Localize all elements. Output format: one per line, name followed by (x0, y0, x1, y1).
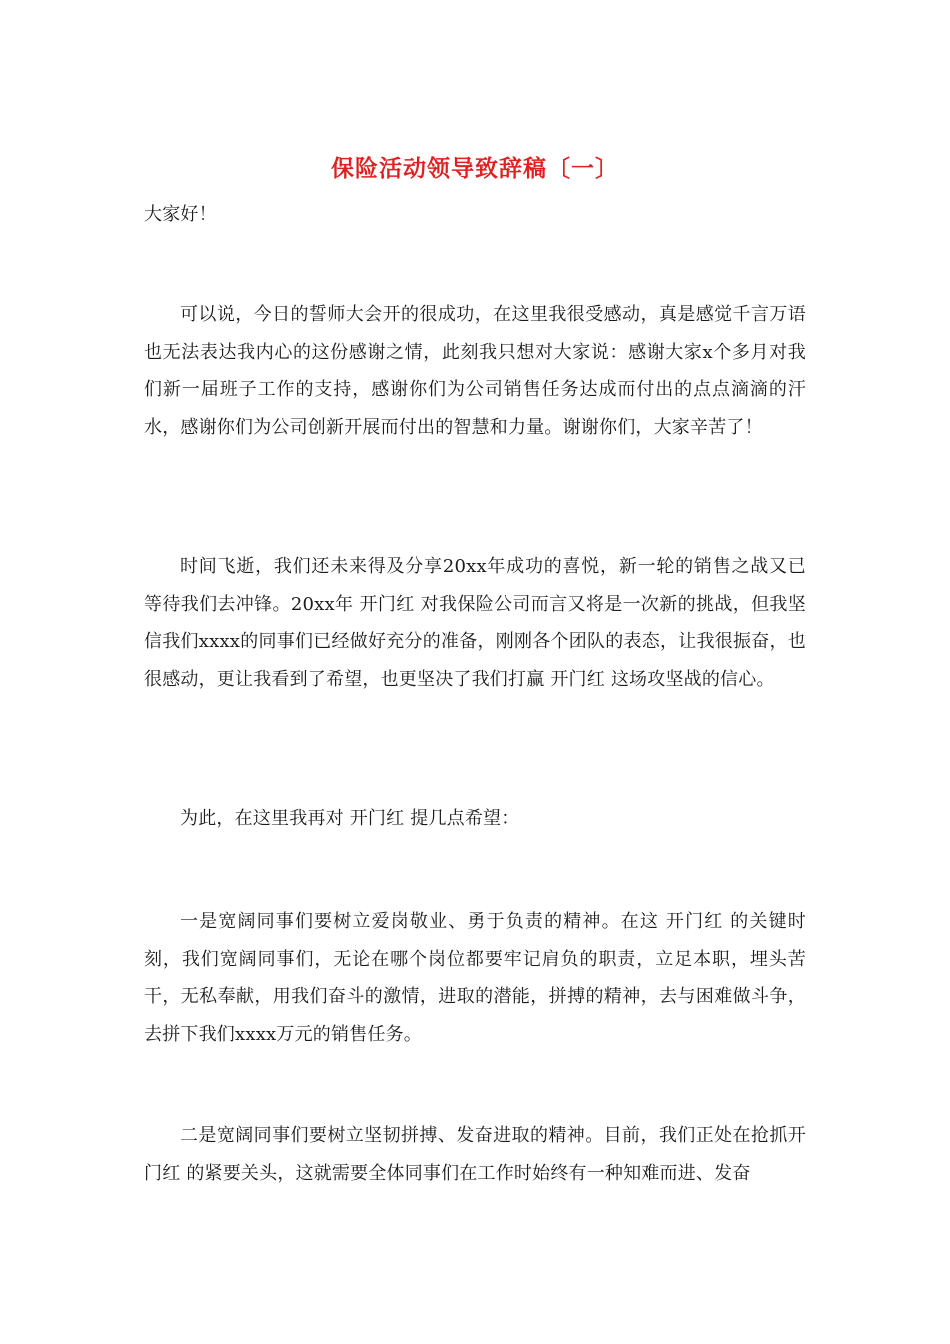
paragraph-new-challenge: 时间飞逝，我们还未来得及分享20xx年成功的喜悦，新一轮的销售之战又已等待我们去冲锋。20xx年 开门红 对我保险公司而言又将是一次新的挑战，但我坚信我们xxxx的同事们已经做好充分的准备，刚刚各个团队的表态，让我很振奋，也很感动，更让我看到了希望，也更坚决了我们打赢 开门红 这场攻坚战的信心。 (144, 556, 806, 690)
document-title: 保险活动领导致辞稿〔一〕 (331, 155, 619, 182)
greeting-line: 大家好！ (144, 204, 217, 225)
paragraph-thanks: 可以说，今日的誓师大会开的很成功，在这里我很受感动，真是感觉千言万语也无法表达我内心的这份感谢之情，此刻我只想对大家说：感谢大家x个多月对我们新一届班子工作的支持，感谢你们为公司销售任务达成而付出的点点滴滴的汗水，感谢你们为公司创新开展而付出的智慧和力量。谢谢你们，大家辛苦了！ (144, 304, 806, 438)
paragraph-hopes-intro: 为此，在这里我再对 开门红 提几点希望： (180, 808, 520, 829)
paragraph-hope-two: 二是宽阔同事们要树立坚韧拼搏、发奋进取的精神。目前，我们正处在抢抓开门红 的紧要关头，这就需要全体同事们在工作时始终有一种知难而进、发奋 (144, 1125, 806, 1184)
paragraph-hope-one: 一是宽阔同事们要树立爱岗敬业、勇于负责的精神。在这 开门红 的关键时刻，我们宽阔同事们，无论在哪个岗位都要牢记肩负的职责，立足本职，埋头苦干，无私奉献，用我们奋斗的激情，进取的潜能，拼搏的精神，去与困难做斗争，去拼下我们xxxx万元的销售任务。 (144, 911, 806, 1045)
